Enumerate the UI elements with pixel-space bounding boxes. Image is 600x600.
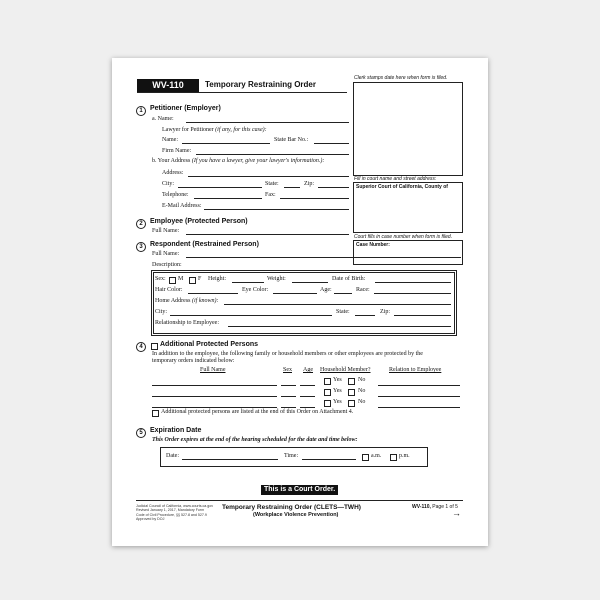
attachment-4-label: Additional protected persons are listed at the end of this Order on Attachment 4. <box>161 409 354 415</box>
telephone-field[interactable] <box>194 198 262 199</box>
person-2-name-field[interactable] <box>152 396 277 397</box>
form-code-badge: WV-110 <box>137 79 199 92</box>
expiration-time-label: Time: <box>284 453 299 459</box>
section-5-number: 5 <box>136 428 146 438</box>
fax-label: Fax: <box>265 192 276 198</box>
race-label: Race: <box>356 287 370 293</box>
clerk-stamp-box <box>353 82 463 176</box>
person-3-no-checkbox[interactable] <box>348 400 355 407</box>
footer-left-line-4: Approved by DOJ <box>136 517 165 522</box>
city-label: City: <box>162 181 175 187</box>
person-3-name-field[interactable] <box>152 407 277 408</box>
state-bar-field[interactable] <box>314 143 349 144</box>
respondent-zip-label: Zip: <box>380 309 390 315</box>
petitioner-name-label: a. Name: <box>152 116 174 122</box>
case-number-box[interactable] <box>353 240 463 265</box>
address-field[interactable] <box>188 176 349 177</box>
person-3-sex-field[interactable] <box>281 407 296 408</box>
col-household: Household Member? <box>320 367 371 373</box>
col-age: Age <box>303 367 313 373</box>
sex-label: Sex: <box>155 276 166 282</box>
footer-left-line-3: Code of Civil Procedure, §§ 527.8 and 527.9 <box>136 512 207 517</box>
section-3-heading: Respondent (Restrained Person) <box>150 241 259 248</box>
telephone-label: Telephone: <box>162 192 189 198</box>
zip-field[interactable] <box>318 187 349 188</box>
person-2-yes-label: Yes <box>333 388 342 394</box>
race-field[interactable] <box>374 293 451 294</box>
section-4-intro-2: temporary orders indicated below: <box>152 358 235 364</box>
description-label: Description: <box>152 262 182 268</box>
person-3-yes-checkbox[interactable] <box>324 400 331 407</box>
respondent-state-label: State: <box>336 309 350 315</box>
am-checkbox[interactable] <box>362 454 369 461</box>
weight-label: Weight: <box>267 276 286 282</box>
section-5-text: This Order expires at the end of the hearing scheduled for the date and time below: <box>152 437 358 443</box>
person-1-sex-field[interactable] <box>281 385 296 386</box>
footer-page-info: WV-110, Page 1 of 5 <box>412 504 458 510</box>
person-3-age-field[interactable] <box>300 407 315 408</box>
am-label: a.m. <box>371 453 382 459</box>
fax-field[interactable] <box>280 198 349 199</box>
section-4-number: 4 <box>136 342 146 352</box>
section-4-heading: Additional Protected Persons <box>160 341 259 348</box>
relationship-label: Relationship to Employee: <box>155 320 219 326</box>
case-number-text: Case Number: <box>356 242 390 248</box>
person-2-sex-field[interactable] <box>281 396 296 397</box>
address-label: Address: <box>162 170 184 176</box>
state-label: State: <box>265 181 279 187</box>
next-page-arrow-icon[interactable]: → <box>452 508 461 518</box>
employee-full-name-label: Full Name: <box>152 228 180 234</box>
person-2-no-label: No <box>358 388 366 394</box>
employee-full-name-field[interactable] <box>186 234 349 235</box>
person-1-yes-checkbox[interactable] <box>324 378 331 385</box>
section-1-heading: Petitioner (Employer) <box>150 105 221 112</box>
firm-name-label: Firm Name: <box>162 148 192 154</box>
person-3-yes-label: Yes <box>333 399 342 405</box>
expiration-date-label: Date: <box>166 453 179 459</box>
footer-rule <box>136 500 463 501</box>
section-3-number: 3 <box>136 242 146 252</box>
court-order-banner: This is a Court Order. <box>261 485 338 495</box>
expiration-time-field[interactable] <box>302 459 356 460</box>
sex-f-label: F <box>198 276 202 282</box>
dob-field[interactable] <box>375 282 451 283</box>
person-1-yes-label: Yes <box>333 377 342 383</box>
respondent-full-name-label: Full Name: <box>152 251 180 257</box>
eye-color-field[interactable] <box>273 293 317 294</box>
footer-title: Temporary Restraining Order (CLETS—TWH) <box>222 504 361 511</box>
footer-subtitle: (Workplace Violence Prevention) <box>253 512 339 518</box>
height-label: Height: <box>208 276 226 282</box>
sex-f-checkbox[interactable] <box>189 277 196 284</box>
weight-field[interactable] <box>292 282 328 283</box>
col-sex: Sex <box>283 367 292 373</box>
case-number-label: Court fills in case number when form is filed. <box>354 234 453 240</box>
hair-color-label: Hair Color: <box>155 287 183 293</box>
clerk-stamp-label: Clerk stamps date here when form is filed. <box>354 75 448 81</box>
hair-color-field[interactable] <box>188 293 238 294</box>
respondent-full-name-field[interactable] <box>186 257 461 258</box>
lawyer-name-label: Name: <box>162 137 178 143</box>
form-page <box>112 58 488 546</box>
court-name-text: Superior Court of California, County of <box>356 184 448 190</box>
person-1-name-field[interactable] <box>152 385 277 386</box>
person-1-no-checkbox[interactable] <box>348 378 355 385</box>
eye-color-label: Eye Color: <box>242 287 269 293</box>
respondent-city-label: City: <box>155 309 168 315</box>
relationship-field[interactable] <box>228 326 451 327</box>
age-label: Age: <box>320 287 332 293</box>
person-1-no-label: No <box>358 377 366 383</box>
person-3-relation-field[interactable] <box>378 407 460 408</box>
section-2-number: 2 <box>136 219 146 229</box>
age-field[interactable] <box>334 293 352 294</box>
section-5-heading: Expiration Date <box>150 427 202 434</box>
person-2-no-checkbox[interactable] <box>348 389 355 396</box>
additional-persons-checkbox[interactable] <box>151 343 158 350</box>
person-2-age-field[interactable] <box>300 396 315 397</box>
form-title: Temporary Restraining Order <box>205 80 316 89</box>
pm-label: p.m. <box>399 453 410 459</box>
petitioner-name-field[interactable] <box>186 122 349 123</box>
section-4-intro-1: In addition to the employee, the following family or household members or other employees are protected by the <box>152 351 423 357</box>
email-label: E-Mail Address: <box>162 203 202 209</box>
home-address-label: Home Address (if known): <box>155 298 219 304</box>
col-relation: Relation to Employee <box>389 367 442 373</box>
court-name-box[interactable] <box>353 182 463 233</box>
person-3-no-label: No <box>358 399 366 405</box>
person-2-yes-checkbox[interactable] <box>324 389 331 396</box>
footer-left-line-2: Revised January 1, 2017, Mandatory Form <box>136 508 205 513</box>
section-2-heading: Employee (Protected Person) <box>150 218 248 225</box>
col-full-name: Full Name <box>200 367 226 373</box>
sex-m-label: M <box>178 276 184 282</box>
email-field[interactable] <box>204 209 349 210</box>
sex-m-checkbox[interactable] <box>169 277 176 284</box>
section-1-number: 1 <box>136 106 146 116</box>
attachment-4-checkbox[interactable] <box>152 410 159 417</box>
header-rule <box>137 92 347 93</box>
court-name-label: Fill in court name and street address: <box>354 176 437 182</box>
height-field[interactable] <box>232 282 264 283</box>
home-address-field[interactable] <box>224 304 451 305</box>
footer-left-line-1: Judicial Council of California, www.courts.ca.gov <box>136 504 214 508</box>
person-1-relation-field[interactable] <box>378 385 460 386</box>
respondent-zip-field[interactable] <box>394 315 451 316</box>
firm-name-field[interactable] <box>196 154 349 155</box>
lawyer-label: Lawyer for Petitioner (if any, for this case): <box>162 127 267 133</box>
state-bar-label: State Bar No.: <box>274 137 309 143</box>
person-1-age-field[interactable] <box>300 385 315 386</box>
pm-checkbox[interactable] <box>390 454 397 461</box>
lawyer-name-field[interactable] <box>182 143 270 144</box>
respondent-city-field[interactable] <box>170 315 332 316</box>
person-2-relation-field[interactable] <box>378 396 460 397</box>
your-address-label: b. Your Address (If you have a lawyer, give your lawyer's information.): <box>152 158 325 164</box>
zip-label: Zip: <box>304 181 314 187</box>
expiration-date-field[interactable] <box>182 459 278 460</box>
state-field[interactable] <box>284 187 300 188</box>
footer-left-info <box>136 504 213 522</box>
city-field[interactable] <box>178 187 262 188</box>
respondent-state-field[interactable] <box>355 315 375 316</box>
dob-label: Date of Birth: <box>332 276 366 282</box>
